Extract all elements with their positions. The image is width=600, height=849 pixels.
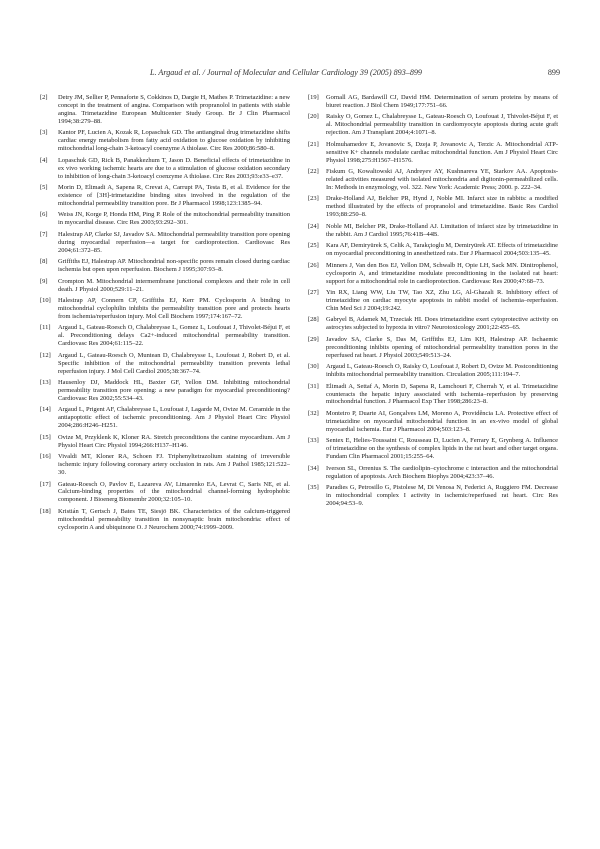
reference-text: Raisky O, Gomez L, Chalabreysse L, Gateau-Roesch O, Loufouat J, Thivolet-Béjui F, et al. Mitochondrial permeability transition in cardiomyocyte apoptosis during acute graft rejection. Am J Transplant 2004;4:1071–8.	[326, 113, 558, 137]
reference-text: Vivaldi MT, Kloner RA, Schoen FJ. Triphenyltetrazolium staining of irreversible ischemic injury following coronary artery occlusion in rats. Am J Pathol 1985;121:522–30.	[58, 453, 290, 477]
reference-number: [12]	[40, 351, 51, 359]
reference-item	[308, 437, 558, 461]
reference-number: [11]	[40, 324, 51, 332]
reference-item	[40, 129, 290, 153]
reference-number: [34]	[308, 464, 319, 472]
reference-item	[40, 324, 290, 348]
reference-item	[308, 465, 558, 481]
reference-item	[40, 508, 290, 532]
reference-text: Noble MI, Belcher PR, Drake-Holland AJ. Limitation of infarct size by trimetazidine in the rabbit. Am J Cardiol 1995;76:41B–44B.	[326, 222, 558, 238]
reference-text: Sentex E, Helies-Toussaint C, Rousseau D, Lucien A, Ferrary E, Grynberg A. Influence of trimetazidine on the synthesis of complex lipids in the rat heart and other target organs. Fundam Clin Pharmacol 2001;15:255–64.	[326, 437, 558, 461]
reference-number: [24]	[308, 222, 319, 230]
reference-text: Gabryel B, Adamek M, Trzeciak HI. Does trimetazidine exert cytoprotective activity on astrocytes subjected to hypoxia in vitro? Neurotoxicology 2001;22:455–65.	[326, 316, 558, 332]
reference-text: Argaud L, Gateau-Roesch O, Muntean D, Chalabreysse L, Loufouat J, Robert D, et al. Specific inhibition of the mitochondrial permeability transition prevents lethal reperfusion injury. J Mol Cell Cardiol 2005;38:367–74.	[58, 351, 290, 375]
reference-item	[308, 242, 558, 258]
reference-item	[308, 484, 558, 508]
references-left-column	[40, 94, 290, 535]
reference-item	[40, 352, 290, 376]
reference-text: Drake-Holland AJ, Belcher PR, Hynd J, Noble MI. Infarct size in rabbits: a modified method illustrated by the effects of propranolol and trimetazidine. Basic Res Cardiol 1993;88:250–8.	[326, 195, 558, 219]
reference-number: [22]	[308, 168, 319, 176]
reference-item	[40, 434, 290, 450]
reference-number: [5]	[40, 184, 48, 192]
reference-number: [33]	[308, 437, 319, 445]
reference-item	[308, 168, 558, 192]
reference-item	[308, 363, 558, 379]
reference-number: [27]	[308, 289, 319, 297]
reference-text: Holmuhamedov E, Jovanovic S, Dzeja P, Jovanovic A, Terzic A. Mitochondrial ATP-sensitive K+ channels modulate cardiac mitochondrial function. Am J Physiol Heart Circ Physiol 1998;275:H1567–H1576.	[326, 140, 558, 164]
reference-number: [21]	[308, 140, 319, 148]
reference-text: Elimadi A, Settaf A, Morin D, Sapena R, Lamchouri F, Cherrah Y, et al. Trimetazidine counteracts the hepatic injury associated with ischemia–reperfusion by preserving mitochondrial function. J Pharmacol Exp Ther 1998;286:23–8.	[326, 382, 558, 406]
reference-item	[308, 383, 558, 407]
reference-item	[40, 453, 290, 477]
reference-number: [10]	[40, 296, 51, 304]
reference-text: Argaud L, Gateau-Roesch O, Chalabreysse L, Gomez L, Loufouat J, Thivolet-Béjui F, et al. Preconditioning delays Ca2+-induced mitochondrial permeability transition. Cardiovasc Res 2004;61:115–22.	[58, 324, 290, 348]
journal-citation: L. Argaud et al. / Journal of Molecular and Cellular Cardiology 39 (2005) 893–899	[150, 68, 422, 77]
reference-text: Halestrap AP, Clarke SJ, Javadov SA. Mitochondrial permeability transition pore opening during myocardial reperfusion—a target for cardioprotection. Cardiovasc Res 2004;61:372–85.	[58, 230, 290, 254]
reference-number: [30]	[308, 363, 319, 371]
reference-number: [23]	[308, 195, 319, 203]
reference-text: Gateau-Roesch O, Pavlov E, Lazareva AV, Limarenko EA, Levrat C, Saris NE, et al. Calcium-binding properties of the mitochondrial channel-forming hydrophobic component. J Bioenerg Biomembr 2000;32:105–10.	[58, 480, 290, 504]
reference-item	[40, 157, 290, 181]
reference-number: [28]	[308, 316, 319, 324]
reference-text: Monteiro P, Duarte AI, Gonçalves LM, Moreno A, Providência LA. Protective effect of trimetazidine on myocardial mitochondrial function in an ex-vivo model of global myocardial ischemia. Eur J Pharmacol 2004;503:123–8.	[326, 409, 558, 433]
reference-text: Iverson SL, Orrenius S. The cardiolipin–cytochrome c interaction and the mitochondrial regulation of apoptosis. Arch Biochem Biophys 2004;423:37–46.	[326, 464, 558, 480]
reference-number: [16]	[40, 453, 51, 461]
running-header	[40, 66, 560, 80]
reference-number: [32]	[308, 409, 319, 417]
reference-number: [2]	[40, 94, 48, 101]
reference-number: [20]	[308, 113, 319, 121]
reference-number: [3]	[40, 129, 48, 137]
reference-number: [7]	[40, 230, 48, 238]
reference-text: Paradies G, Petrosillo G, Pistolese M, Di Venosa N, Federici A, Ruggiero FM. Decrease in mitochondrial complex I activity in ischemic/reperfused rat heart. Circ Res 2004;94:53–9.	[326, 484, 558, 507]
reference-text: Kara AF, Demiryürek S, Celik A, Tarakçioglu M, Demiryürek AT. Effects of trimetazidine on myocardial preconditioning in anesthetized rats. Eur J Pharmacol 2004;503:135–45.	[326, 242, 558, 258]
reference-item	[308, 223, 558, 239]
reference-text: Griffiths EJ, Halestrap AP. Mitochondrial non-specific pores remain closed during cardiac ischemia but open upon reperfusion. Biochem J 1995;307:93–8.	[58, 258, 290, 274]
reference-item	[40, 297, 290, 321]
reference-item	[40, 481, 290, 505]
reference-text: Lopaschuk GD, Rick B, Panakkezhum T, Jason D. Beneficial effects of trimetazidine in ex vivo working ischemic hearts are due to a stimulation of glucose oxidation secondary to inhibition of long-chain 3-ketoacyl coenzyme A thiolase. Circ Res 2003;93:e33–e37.	[58, 156, 290, 180]
reference-text: Ovize M, Przyklenk K, Kloner RA. Stretch preconditions the canine myocardium. Am J Physiol Heart Circ Physiol 1994;266:H137–H146.	[58, 433, 290, 449]
reference-item	[40, 379, 290, 403]
reference-item	[40, 231, 290, 255]
reference-number: [26]	[308, 261, 319, 269]
reference-item	[308, 262, 558, 286]
reference-text: Kristián T, Gertsch J, Bates TE, Siesjö BK. Characteristics of the calcium-triggered mitochondrial permeability transition in nonsynaptic brain mitochondria: effect of cyclosporin A and ubiquinone O. J Neurochem 2000;74:1999–2009.	[58, 507, 290, 531]
reference-item	[40, 211, 290, 227]
reference-item	[40, 94, 290, 126]
reference-number: [9]	[40, 277, 48, 285]
reference-number: [4]	[40, 156, 48, 164]
reference-number: [6]	[40, 211, 48, 219]
reference-number: [35]	[308, 484, 319, 492]
reference-number: [18]	[40, 507, 51, 515]
reference-number: [25]	[308, 242, 319, 250]
reference-item	[308, 410, 558, 434]
reference-text: Weiss JN, Korge P, Honda HM, Ping P. Role of the mitochondrial permeability transition in myocardial disease. Circ Res 2003;93:292–301.	[58, 211, 290, 227]
reference-text: Morin D, Elimadi A, Sapena R, Crevat A, Carrupt PA, Testa B, et al. Evidence for the existence of [3H]-trimetazidine binding sites involved in the regulation of the mitochondrial permeability transition pore. Br J Pharmacol 1998;123:1385–94.	[58, 184, 290, 207]
reference-item	[40, 258, 290, 274]
reference-number: [13]	[40, 379, 51, 387]
reference-item	[40, 278, 290, 294]
reference-text: Javadov SA, Clarke S, Das M, Griffiths EJ, Lim KH, Halestrap AP. Ischaemic preconditioning inhibits opening of mitochondrial permeability transition pores in the reperfused rat heart. J Physiol 2003;549:513–24.	[326, 335, 558, 359]
reference-number: [31]	[308, 382, 319, 390]
reference-item	[308, 195, 558, 219]
reference-text: Kantor PF, Lucien A, Kozak R, Lopaschuk GD. The antianginal drug trimetazidine shifts cardiac energy metabolism from fatty acid oxidation to glucose oxidation by inhibiting mitochondrial long-chain 3-ketoacyl coenzyme A thiolase. Circ Res 2000;86:580–8.	[58, 129, 290, 153]
reference-number: [15]	[40, 433, 51, 441]
page-number: 899	[547, 68, 560, 77]
reference-number: [14]	[40, 406, 51, 414]
reference-item	[308, 113, 558, 137]
reference-number: [19]	[308, 94, 319, 101]
reference-item	[308, 336, 558, 360]
reference-text: Fiskum G, Kowaltowski AJ, Andreyev AY, Kushnareva YE, Starkov AA. Apoptosis-related activities measured with isolated mitochondria and digitonin-permeabilized cells. In: Methods in enzymology, vol. 322. New York: Academic Press; 2000. p. 222–34.	[326, 168, 558, 192]
references-right-column	[308, 94, 558, 511]
reference-text: Halestrap AP, Connern CP, Griffiths EJ, Kerr PM. Cyclosporin A binding to mitochondrial cyclophilin inhibits the permeability transition pore and protects hearts from ischemia/reperfusion injury. Mol Cell Biochem 1997;174:167–72.	[58, 296, 290, 320]
reference-text: Minners J, Van den Bos EJ, Yellon DM, Schwalb H, Opie LH, Sack MN. Dinitrophenol, cyclosporin A, and trimetazidine modulate preconditioning in the isolated rat heart: support for a mitochondrial role in cardioprotection. Cardiovasc Res 2000;47:68–73.	[326, 261, 558, 285]
reference-text: Argaud L, Prigent AF, Chalabreysse L, Loufouat J, Lagarde M, Ovize M. Ceramide in the antiapoptotic effect of ischemic preconditioning. Am J Physiol Heart Circ Physiol 2004;286:H246–H251.	[58, 406, 290, 430]
reference-number: [8]	[40, 258, 48, 266]
reference-item	[308, 141, 558, 165]
reference-number: [17]	[40, 480, 51, 488]
reference-text: Gornall AG, Bardawill CJ, David HM. Determination of serum proteins by means of biuret reaction. J Biol Chem 1949;177:751–66.	[326, 94, 558, 109]
reference-item	[308, 316, 558, 332]
reference-text: Argaud L, Gateau-Roesch O, Raisky O, Loufouat J, Robert D, Ovize M. Postconditioning inhibits mitochondrial permeability transition. Circulation 2005;111:194–7.	[326, 363, 558, 379]
reference-number: [29]	[308, 335, 319, 343]
reference-text: Crompton M. Mitochondrial intermembrane junctional complexes and their role in cell death. J Physiol 2000;529:11–21.	[58, 277, 290, 293]
reference-text: Detry JM, Sellier P, Pennaforte S, Cokkinos D, Dargie H, Mathes P. Trimetazidine: a new concept in the treatment of angina. Comparison with propranolol in patients with stable angina. Trimetazidine European Multicenter Study Group. Br J Clin Pharmacol 1994;38:279–88.	[58, 94, 290, 125]
reference-text: Hausenloy DJ, Maddock HL, Baxter GF, Yellon DM. Inhibiting mitochondrial permeability transition pore opening: a new paradigm for myocardial preconditioning? Cardiovasc Res 2002;55:534–43.	[58, 379, 290, 402]
reference-item	[308, 94, 558, 110]
reference-item	[308, 289, 558, 313]
reference-item	[40, 406, 290, 430]
reference-text: Yin RX, Liang WW, Liu TW, Tao XZ, Zhu LG, Al-Ghazali R. Inhibitory effect of trimetazidine on cardiac myocyte apoptosis in rabbit model of ischemia–reperfusion. Chin Med Sci J 2004;19:242.	[326, 289, 558, 312]
reference-item	[40, 184, 290, 208]
